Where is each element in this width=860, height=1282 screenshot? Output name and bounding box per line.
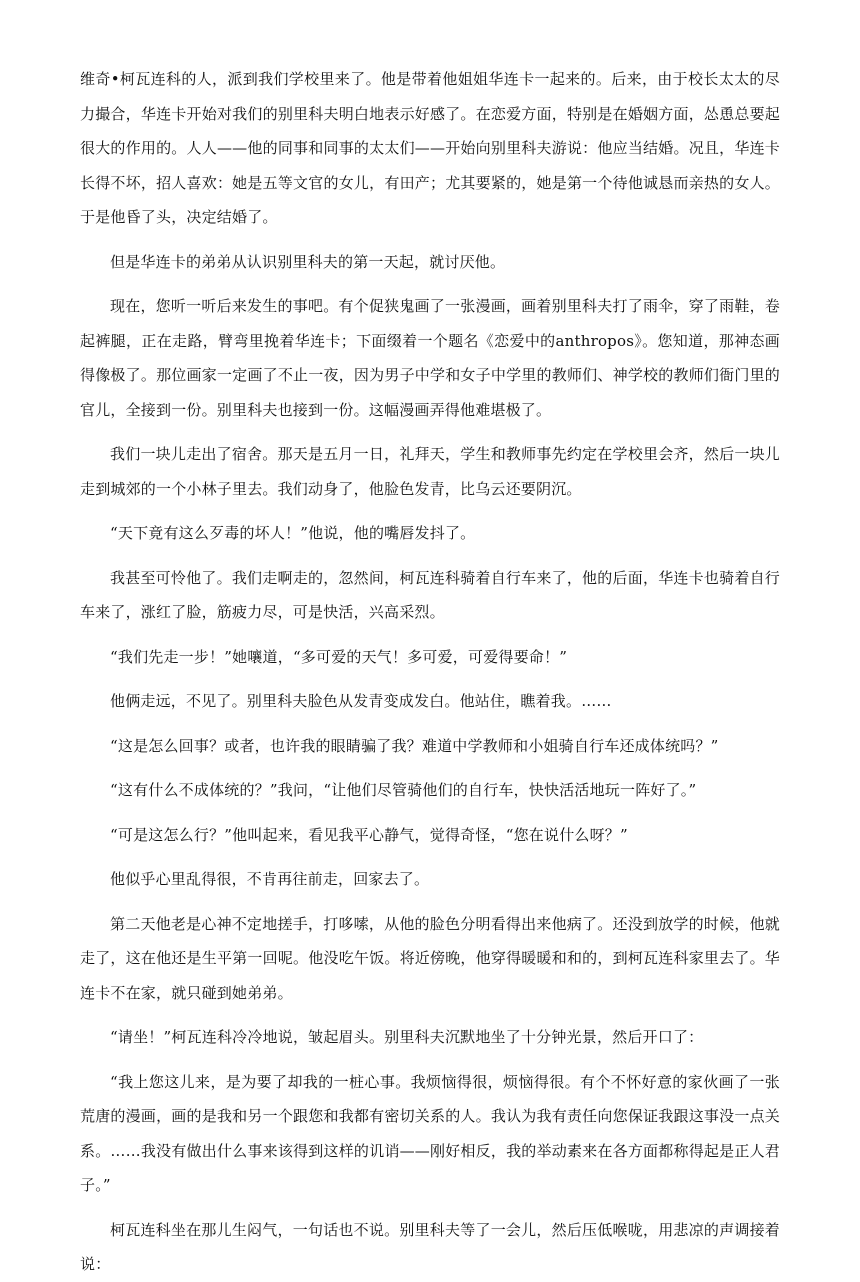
paragraph: 维奇•柯瓦连科的人，派到我们学校里来了。他是带着他姐姐华连卡一起来的。后来，由于校长太太的尽力撮合，华连卡开始对我们的别里科夫明白地表示好感了。在恋爱方面，特别是在婚姻方面，怂恿总要起很大的作用的。人人——他的同事和同事的太太们——开始向别里科夫游说：他应当结婚。况且，华连卡长得不坏，招人喜欢：她是五等文官的女儿，有田产；尤其要紧的，她是第一个待他诚恳而亲热的女人。于是他昏了头，决定结婚了。 <box>80 70 780 226</box>
paragraph: “这有什么不成体统的？”我问，“让他们尽管骑他们的自行车，快快活活地玩一阵好了。” <box>110 781 697 799</box>
paragraph: 我们一块儿走出了宿舍。那天是五月一日，礼拜天，学生和教师事先约定在学校里会齐，然后一块儿走到城郊的一个小林子里去。我们动身了，他脸色发青，比乌云还要阴沉。 <box>80 445 780 498</box>
paragraph: 但是华连卡的弟弟从认识别里科夫的第一天起，就讨厌他。 <box>110 252 506 271</box>
paragraph: 他俩走远，不见了。别里科夫脸色从发青变成发白。他站住，瞧着我。…… <box>110 692 612 710</box>
paragraph: 现在，您听一听后来发生的事吧。有个促狭鬼画了一张漫画，画着别里科夫打了雨伞，穿了雨鞋，卷起裤腿，正在走路，臂弯里挽着华连卡；下面缀着一个题名《恋爱中的anthropos》。您知道，那神态画得像极了。那位画家一定画了不止一夜，因为男子中学和女子中学里的教师们、神学校的教师们衙门里的官儿，全接到一份。别里科夫也接到一份。这幅漫画弄得他难堪极了。 <box>80 297 780 419</box>
paragraph: “我们先走一步！”她嚷道，“多可爱的天气！多可爱，可爱得要命！” <box>110 647 568 666</box>
paragraph: 第二天他老是心神不定地搓手，打哆嗦，从他的脸色分明看得出来他病了。还没到放学的时候，他就走了，这在他还是生平第一回呢。他没吃午饭。将近傍晚，他穿得暖暖和和的，到柯瓦连科家里去了。华连卡不在家，就只碰到她弟弟。 <box>80 914 780 1002</box>
paragraph: “请坐！”柯瓦连科冷冷地说，皱起眉头。别里科夫沉默地坐了十分钟光景，然后开口了： <box>110 1028 704 1046</box>
paragraph: 柯瓦连科坐在那儿生闷气，一句话也不说。别里科夫等了一会儿，然后压低喉咙，用悲凉的声调接着说： <box>80 1220 780 1273</box>
paragraph: “可是这怎么行？”他叫起来，看见我平心静气，觉得奇怪，“您在说什么呀？” <box>110 825 628 844</box>
paragraph: “这是怎么回事？或者，也许我的眼睛骗了我？难道中学教师和小姐骑自行车还成体统吗？” <box>110 736 719 755</box>
paragraph: 我甚至可怜他了。我们走啊走的，忽然间，柯瓦连科骑着自行车来了，他的后面，华连卡也骑着自行车来了，涨红了脸，筋疲力尽，可是快活，兴高采烈。 <box>80 568 780 621</box>
paragraph: “天下竟有这么歹毒的坏人！”他说，他的嘴唇发抖了。 <box>110 524 476 542</box>
paragraph: 他似乎心里乱得很，不肯再往前走，回家去了。 <box>110 870 430 888</box>
paragraph: “我上您这儿来，是为要了却我的一桩心事。我烦恼得很，烦恼得很。有个不怀好意的家伙画了一张荒唐的漫画，画的是我和另一个跟您和我都有密切关系的人。我认为我有责任向您保证我跟这事没一点关系。……我没有做出什么事来该得到这样的讥诮——刚好相反，我的举动素来在各方面都称得起是正人君子。” <box>80 1072 780 1194</box>
